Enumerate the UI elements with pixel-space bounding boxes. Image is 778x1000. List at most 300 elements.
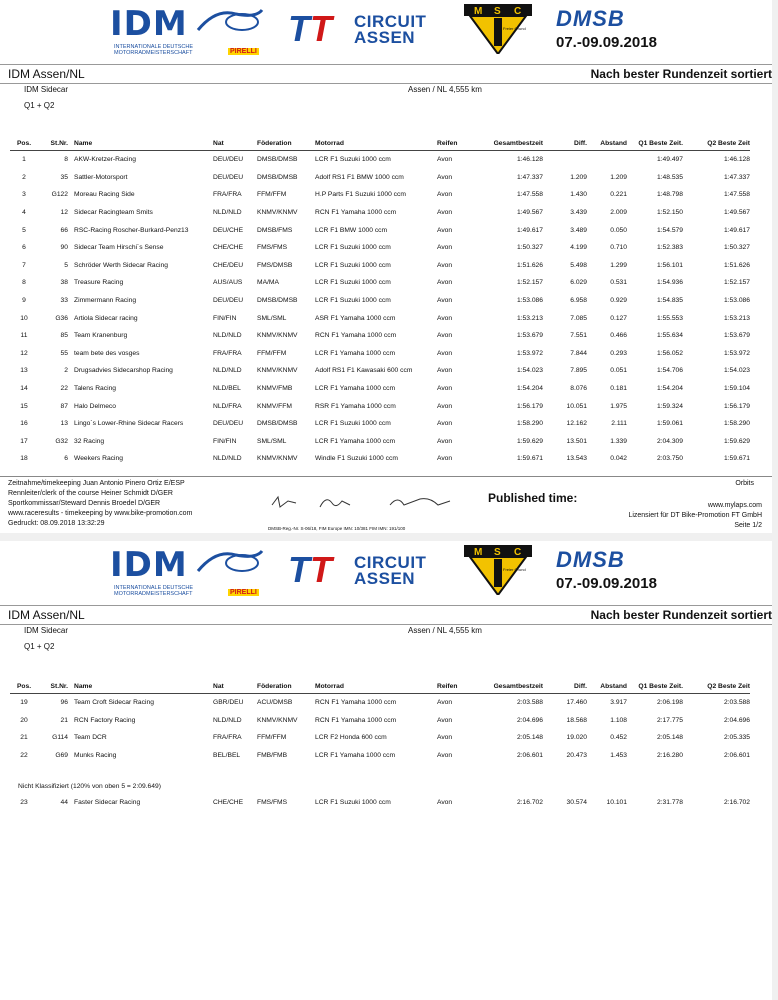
cell-q1-best: 1:56.052: [656, 349, 683, 357]
cell-name: team bete des vosges: [74, 349, 140, 357]
table-row: [10, 433, 750, 451]
cell-name: Treasure Racing: [74, 279, 124, 287]
column-header-tyres: Reifen: [437, 680, 475, 694]
cell-start-number: 33: [60, 297, 68, 305]
cell-q1-best: 1:55.634: [656, 332, 683, 340]
cell-gap: [587, 151, 627, 169]
dmsb-logo: DMSB 07.-09.09.2018: [556, 6, 657, 51]
cell-federation: KNMV/KNMV: [257, 716, 298, 724]
cell-nationality: CHE/CHE: [213, 799, 244, 807]
circuit-assen-logo: TT CIRCUIT ASSEN: [288, 549, 427, 590]
cell-q2-best: 1:54.023: [723, 367, 750, 375]
cell-q1-best: 1:56.101: [656, 261, 683, 269]
cell-best-time: 1:53.086: [516, 297, 543, 305]
event-title: IDM Assen/NL: [8, 608, 85, 622]
orbits-label: Orbits: [735, 480, 754, 487]
cell-tyres: Avon: [437, 191, 453, 199]
column-header-diff: Diff.: [543, 680, 587, 694]
cell-diff: [543, 151, 587, 169]
cell-pos: 1: [22, 156, 26, 164]
cell-tyres: Avon: [437, 332, 453, 340]
cell-name: Lingo´s Lower-Rhine Sidecar Racers: [74, 420, 184, 428]
column-header-start-number: St.Nr.: [38, 680, 68, 694]
cell-federation: FMS/FMS: [257, 244, 288, 252]
cell-tyres: Avon: [437, 297, 453, 305]
cell-federation: MA/MA: [257, 279, 279, 287]
cell-name: Team Kranenburg: [74, 332, 128, 340]
cell-federation: DMSB/DMSB: [257, 173, 298, 181]
results-table: [10, 680, 750, 764]
cell-start-number: G114: [52, 734, 68, 742]
cell-motorcycle: LCR F1 Suzuki 1000 ccm: [315, 420, 391, 428]
cell-start-number: 13: [60, 420, 68, 428]
cell-best-time: 1:54.023: [516, 367, 543, 375]
event-dates: 07.-09.09.2018: [556, 34, 657, 51]
cell-tyres: Avon: [437, 261, 453, 269]
results-table: [10, 137, 750, 468]
column-header-name: Name: [68, 680, 213, 694]
cell-gap: 1.975: [610, 402, 627, 410]
cell-pos: 9: [22, 297, 26, 305]
cell-name: Drugsadvies Sidecarshop Racing: [74, 367, 173, 375]
cell-name: Halo Delmeco: [74, 402, 116, 410]
cell-federation: DMSB/DMSB: [257, 297, 298, 305]
not-classified-table: [10, 794, 750, 812]
cell-q2-best: 1:53.679: [723, 332, 750, 340]
cell-q2-best: 1:52.157: [723, 279, 750, 287]
cell-gap: 0.051: [610, 367, 627, 375]
header-banner: [0, 541, 772, 599]
table-row: [10, 309, 750, 327]
cell-gap: 0.127: [610, 314, 627, 322]
cell-motorcycle: LCR F1 Yamaha 1000 ccm: [315, 752, 396, 760]
cell-q1-best: 2:05.148: [656, 734, 683, 742]
table-row: [10, 397, 750, 415]
dmsb-logo: DMSB 07.-09.09.2018: [556, 547, 657, 592]
event-title-bar: [0, 64, 772, 84]
cell-tyres: Avon: [437, 209, 453, 217]
cell-pos: 10: [20, 314, 28, 322]
cell-federation: SML/SML: [257, 314, 287, 322]
cell-motorcycle: LCR F1 Suzuki 1000 ccm: [315, 244, 391, 252]
cell-name: Sattler-Motorsport: [74, 173, 128, 181]
class-name: IDM Sidecar: [24, 626, 69, 635]
cell-gap: 2.111: [611, 420, 627, 428]
header-banner: [0, 0, 772, 58]
cell-motorcycle: H.P Parts F1 Suzuki 1000 ccm: [315, 191, 406, 199]
cell-motorcycle: LCR F1 Suzuki 1000 ccm: [315, 279, 391, 287]
cell-federation: DMSB/DMSB: [257, 420, 298, 428]
cell-tyres: Avon: [437, 279, 453, 287]
session-name: Q1 + Q2: [24, 101, 55, 110]
cell-start-number: G69: [55, 752, 68, 760]
cell-q2-best: 1:58.290: [723, 420, 750, 428]
msc-logo: [464, 545, 532, 595]
cell-start-number: 96: [60, 699, 68, 707]
cell-name: Team Croft Sidecar Racing: [74, 699, 154, 707]
cell-gap: 1.209: [610, 173, 627, 181]
svg-text:M: M: [474, 547, 483, 558]
cell-best-time: 1:58.290: [516, 420, 543, 428]
cell-start-number: 90: [60, 244, 68, 252]
cell-q2-best: 1:50.327: [723, 244, 750, 252]
column-header-federation: Föderation: [257, 137, 315, 151]
cell-best-time: 1:56.179: [516, 402, 543, 410]
cell-motorcycle: Windle F1 Suzuki 1000 ccm: [315, 455, 398, 463]
cell-tyres: Avon: [437, 244, 453, 252]
cell-tyres: Avon: [437, 420, 453, 428]
cell-pos: 2: [22, 173, 26, 181]
cell-q2-best: 2:03.588: [723, 699, 750, 707]
column-header-nationality: Nat: [213, 680, 257, 694]
cell-start-number: 87: [60, 402, 68, 410]
cell-motorcycle: Adolf RS1 F1 BMW 1000 ccm: [315, 173, 404, 181]
cell-motorcycle: LCR F1 Suzuki 1000 ccm: [315, 799, 391, 807]
cell-gap: 0.452: [610, 734, 627, 742]
cell-motorcycle: RCN F1 Yamaha 1000 ccm: [315, 332, 397, 340]
cell-name: AKW-Kretzer-Racing: [74, 156, 136, 164]
cell-best-time: 1:59.671: [516, 455, 543, 463]
cell-diff: 6.958: [570, 297, 587, 305]
cell-start-number: 5: [64, 261, 68, 269]
cell-motorcycle: LCR F1 Yamaha 1000 ccm: [315, 385, 396, 393]
cell-q1-best: 1:52.150: [656, 209, 683, 217]
cell-best-time: 1:59.629: [516, 437, 543, 445]
cell-diff: 7.895: [570, 367, 587, 375]
column-header-motorcycle: Motorrad: [315, 680, 437, 694]
cell-name: RSC-Racing Roscher-Burkard-Penz13: [74, 226, 189, 234]
cell-q2-best: 1:49.617: [723, 226, 750, 234]
cell-diff: 3.489: [570, 226, 587, 234]
cell-best-time: 1:53.972: [516, 349, 543, 357]
class-name: IDM Sidecar: [24, 85, 69, 94]
cell-name: Faster Sidecar Racing: [74, 799, 141, 807]
cell-federation: FMS/FMS: [257, 799, 288, 807]
sort-note: Nach bester Rundenzeit sortiert: [590, 608, 772, 622]
table-row: [10, 729, 750, 747]
cell-gap: 0.293: [610, 349, 627, 357]
cell-gap: 2.009: [610, 209, 627, 217]
cell-best-time: 2:03.588: [516, 699, 543, 707]
cell-nationality: AUS/AUS: [213, 279, 243, 287]
cell-diff: 18.568: [566, 716, 587, 724]
cell-pos: 21: [20, 734, 28, 742]
cell-q1-best: 1:54.835: [656, 297, 683, 305]
column-header-tyres: Reifen: [437, 137, 475, 151]
cell-tyres: Avon: [437, 402, 453, 410]
svg-text:C: C: [514, 6, 522, 17]
cell-motorcycle: LCR F1 Yamaha 1000 ccm: [315, 437, 396, 445]
cell-federation: ACU/DMSB: [257, 699, 293, 707]
cell-start-number: 66: [60, 226, 68, 234]
session-name: Q1 + Q2: [24, 642, 55, 651]
cell-q1-best: 1:52.383: [656, 244, 683, 252]
cell-gap: 1.108: [610, 716, 627, 724]
column-header-gap: Abstand: [587, 137, 627, 151]
cell-best-time: 1:47.337: [516, 173, 543, 181]
cell-q1-best: 2:16.280: [656, 752, 683, 760]
cell-q2-best: 1:59.104: [723, 385, 750, 393]
cell-q2-best: 1:51.626: [723, 261, 750, 269]
cell-diff: 7.085: [570, 314, 587, 322]
table-row: [10, 204, 750, 222]
cell-q1-best: 1:48.798: [656, 191, 683, 199]
cell-nationality: CHE/DEU: [213, 261, 244, 269]
cell-pos: 19: [20, 699, 28, 707]
cell-q1-best: 1:55.553: [656, 314, 683, 322]
cell-name: Munks Racing: [74, 752, 117, 760]
cell-motorcycle: LCR F1 Suzuki 1000 ccm: [315, 297, 391, 305]
cell-tyres: Avon: [437, 349, 453, 357]
cell-nationality: DEU/DEU: [213, 297, 244, 305]
svg-text:Freier Grund: Freier Grund: [503, 567, 526, 572]
cell-name: Weekers Racing: [74, 455, 123, 463]
cell-pos: 13: [20, 367, 28, 375]
cell-nationality: NLD/NLD: [213, 455, 242, 463]
table-row: [10, 221, 750, 239]
cell-federation: FMS/DMSB: [257, 261, 293, 269]
table-row: [10, 186, 750, 204]
cell-tyres: Avon: [437, 699, 453, 707]
cell-gap: 3.917: [610, 699, 627, 707]
motorcycle-swoosh-icon: [196, 547, 266, 577]
cell-diff: 7.844: [570, 349, 587, 357]
track-info: Assen / NL 4,555 km: [408, 626, 482, 635]
cell-tyres: Avon: [437, 799, 453, 807]
cell-q1-best: 2:31.778: [656, 799, 683, 807]
tt-mark: TT: [288, 549, 332, 590]
cell-name: RCN Factory Racing: [74, 716, 136, 724]
table-row: [10, 794, 750, 812]
cell-start-number: 21: [60, 716, 68, 724]
footer: Zeitnahme/timekeeping Juan Antonio Pinero Ortiz E/ESP Rennleiter/clerk of the course Heiner Schmidt D/GER Sportkommissar/Steward Dennis Broedel D/GER www.raceresults - timekeeping by www.bike-promotion.com Gedruckt: 08.09.2018 13:32:29 Orbits Published time: www.mylaps.com Lizensiert für DT Bike-Promotion FT GmbH Seite 1/2 DMSB-Reg.-Nr. S-06/18, FIM Europe IMN: 10/381 FIM IMN: 191/100: [0, 476, 772, 533]
cell-pos: 20: [20, 716, 28, 724]
cell-best-time: 1:52.157: [516, 279, 543, 287]
idm-logo: IDM INTERNATIONALE DEUTSCHE MOTORRADMEISTERSCHAFT PIRELLI: [110, 4, 270, 54]
cell-best-time: 2:04.696: [516, 716, 543, 724]
table-row: [10, 274, 750, 292]
table-row: [10, 327, 750, 345]
cell-nationality: FRA/FRA: [213, 191, 242, 199]
column-header-q2-best: Q2 Beste Zeit: [683, 137, 750, 151]
cell-diff: 7.551: [570, 332, 587, 340]
page-number: Seite 1/2: [734, 522, 762, 529]
svg-text:C: C: [514, 547, 522, 558]
column-header-diff: Diff.: [543, 137, 587, 151]
table-row: [10, 380, 750, 398]
table-row: [10, 257, 750, 275]
cell-nationality: NLD/NLD: [213, 367, 242, 375]
column-header-gap: Abstand: [587, 680, 627, 694]
column-header-federation: Föderation: [257, 680, 315, 694]
table-row: [10, 151, 750, 169]
cell-gap: 0.710: [610, 244, 627, 252]
track-info: Assen / NL 4,555 km: [408, 85, 482, 94]
column-header-q1-best: Q1 Beste Zeit.: [627, 137, 683, 151]
printed-date: Gedruckt: 08.09.2018 13:32:29: [8, 520, 105, 527]
cell-federation: FMB/FMB: [257, 752, 288, 760]
cell-name: Moreau Racing Side: [74, 191, 135, 199]
event-title: IDM Assen/NL: [8, 67, 85, 81]
cell-q1-best: 2:06.198: [656, 699, 683, 707]
cell-start-number: 6: [64, 455, 68, 463]
cell-pos: 7: [22, 261, 26, 269]
cell-diff: 19.020: [566, 734, 587, 742]
cell-diff: 12.162: [566, 420, 587, 428]
cell-q1-best: 2:04.309: [656, 437, 683, 445]
cell-start-number: 8: [64, 156, 68, 164]
cell-tyres: Avon: [437, 314, 453, 322]
cell-q2-best: 1:59.629: [723, 437, 750, 445]
cell-tyres: Avon: [437, 752, 453, 760]
cell-tyres: Avon: [437, 716, 453, 724]
cell-q2-best: 1:59.671: [723, 455, 750, 463]
cell-nationality: DEU/DEU: [213, 156, 244, 164]
cell-name: Sidecar Racingteam Smits: [74, 209, 153, 217]
svg-text:S: S: [494, 6, 501, 17]
circuit-assen-logo: TT CIRCUIT ASSEN: [288, 8, 427, 49]
cell-motorcycle: RCN F1 Yamaha 1000 ccm: [315, 209, 397, 217]
cell-q2-best: 1:53.213: [723, 314, 750, 322]
cell-q1-best: 1:59.324: [656, 402, 683, 410]
cell-federation: KNMV/KNMV: [257, 455, 298, 463]
table-row: [10, 169, 750, 187]
cell-gap: 1.299: [610, 261, 627, 269]
registration-number: DMSB-Reg.-Nr. S-06/18, FIM Europe IMN: 10/381 FIM IMN: 191/100: [268, 526, 406, 531]
cell-name: 32 Racing: [74, 437, 105, 445]
table-row: [10, 450, 750, 468]
column-header-start-number: St.Nr.: [38, 137, 68, 151]
cell-q1-best: 1:49.497: [656, 156, 683, 164]
signatures: [270, 493, 470, 513]
cell-q2-best: 1:47.558: [723, 191, 750, 199]
cell-q2-best: 2:05.335: [723, 734, 750, 742]
cell-pos: 5: [22, 226, 26, 234]
cell-nationality: DEU/CHE: [213, 226, 244, 234]
cell-pos: 23: [20, 799, 28, 807]
table-row: [10, 362, 750, 380]
cell-q1-best: 1:54.204: [656, 385, 683, 393]
cell-start-number: G122: [51, 191, 68, 199]
cell-diff: 20.473: [566, 752, 587, 760]
cell-q1-best: 2:03.750: [656, 455, 683, 463]
cell-nationality: CHE/CHE: [213, 244, 244, 252]
cell-pos: 12: [20, 349, 28, 357]
cell-diff: 4.199: [570, 244, 587, 252]
msc-logo: [464, 4, 532, 54]
raceresults-link[interactable]: www.raceresults - timekeeping by www.bike-promotion.com: [8, 510, 193, 517]
cell-start-number: 12: [60, 209, 68, 217]
cell-gap: 0.466: [610, 332, 627, 340]
table-row: [10, 292, 750, 310]
table-row: [10, 239, 750, 257]
cell-nationality: DEU/DEU: [213, 420, 244, 428]
table-header: [10, 137, 750, 151]
cell-motorcycle: RCN F1 Yamaha 1000 ccm: [315, 716, 397, 724]
cell-start-number: 35: [60, 173, 68, 181]
cell-q1-best: 1:59.061: [656, 420, 683, 428]
cell-motorcycle: LCR F1 Suzuki 1000 ccm: [315, 261, 391, 269]
cell-pos: 4: [22, 209, 26, 217]
cell-start-number: 55: [60, 349, 68, 357]
cell-nationality: NLD/NLD: [213, 332, 242, 340]
cell-pos: 15: [20, 402, 28, 410]
cell-federation: KNMV/FFM: [257, 402, 292, 410]
cell-federation: KNMV/KNMV: [257, 209, 298, 217]
cell-best-time: 1:53.213: [516, 314, 543, 322]
column-header-pos: Pos.: [10, 680, 38, 694]
column-header-q2-best: Q2 Beste Zeit: [683, 680, 750, 694]
cell-pos: 6: [22, 244, 26, 252]
cell-gap: 0.221: [610, 191, 627, 199]
tt-mark: TT: [288, 8, 332, 49]
cell-gap: 0.531: [610, 279, 627, 287]
cell-q1-best: 1:54.579: [656, 226, 683, 234]
cell-best-time: 1:47.558: [516, 191, 543, 199]
table-row: [10, 694, 750, 712]
cell-pos: 16: [20, 420, 28, 428]
cell-tyres: Avon: [437, 385, 453, 393]
cell-nationality: FRA/FRA: [213, 349, 242, 357]
cell-diff: 10.051: [566, 402, 587, 410]
cell-start-number: G36: [55, 314, 68, 322]
cell-name: Talens Racing: [74, 385, 117, 393]
cell-start-number: 2: [64, 367, 68, 375]
sort-note: Nach bester Rundenzeit sortiert: [590, 67, 772, 81]
cell-tyres: Avon: [437, 455, 453, 463]
cell-tyres: Avon: [437, 734, 453, 742]
cell-gap: 0.042: [610, 455, 627, 463]
motorcycle-swoosh-icon: [196, 6, 266, 36]
cell-name: Artiola Sidecar racing: [74, 314, 138, 322]
cell-q2-best: 1:56.179: [723, 402, 750, 410]
cell-motorcycle: RCN F1 Yamaha 1000 ccm: [315, 699, 397, 707]
cell-q1-best: 2:17.775: [656, 716, 683, 724]
cell-gap: 0.181: [610, 385, 627, 393]
cell-q2-best: 1:53.086: [723, 297, 750, 305]
cell-tyres: Avon: [437, 156, 453, 164]
cell-q1-best: 1:54.936: [656, 279, 683, 287]
cell-diff: 30.574: [566, 799, 587, 807]
column-header-best-time: Gesamtbestzeit: [475, 137, 543, 151]
cell-gap: 0.929: [610, 297, 627, 305]
table-row: [10, 415, 750, 433]
cell-q2-best: 1:47.337: [723, 173, 750, 181]
cell-diff: 1.209: [570, 173, 587, 181]
table-row: [10, 747, 750, 765]
cell-best-time: 2:05.148: [516, 734, 543, 742]
cell-federation: DMSB/DMSB: [257, 156, 298, 164]
cell-gap: 1.453: [610, 752, 627, 760]
mylaps-link[interactable]: www.mylaps.com: [707, 502, 762, 509]
cell-q1-best: 1:48.535: [656, 173, 683, 181]
not-classified-note: Nicht Klassifiziert (120% von oben 5 = 2:09.649): [18, 783, 161, 790]
cell-federation: KNMV/KNMV: [257, 367, 298, 375]
cell-q2-best: 1:46.128: [723, 156, 750, 164]
cell-start-number: 22: [60, 385, 68, 393]
published-time: Published time:: [488, 491, 578, 505]
column-header-best-time: Gesamtbestzeit: [475, 680, 543, 694]
cell-q2-best: 2:06.601: [723, 752, 750, 760]
table-row: [10, 712, 750, 730]
cell-federation: KNMV/KNMV: [257, 332, 298, 340]
cell-name: Team DCR: [74, 734, 107, 742]
cell-q2-best: 1:49.567: [723, 209, 750, 217]
cell-pos: 17: [20, 437, 28, 445]
cell-pos: 18: [20, 455, 28, 463]
cell-motorcycle: LCR F1 Yamaha 1000 ccm: [315, 349, 396, 357]
cell-federation: SML/SML: [257, 437, 287, 445]
